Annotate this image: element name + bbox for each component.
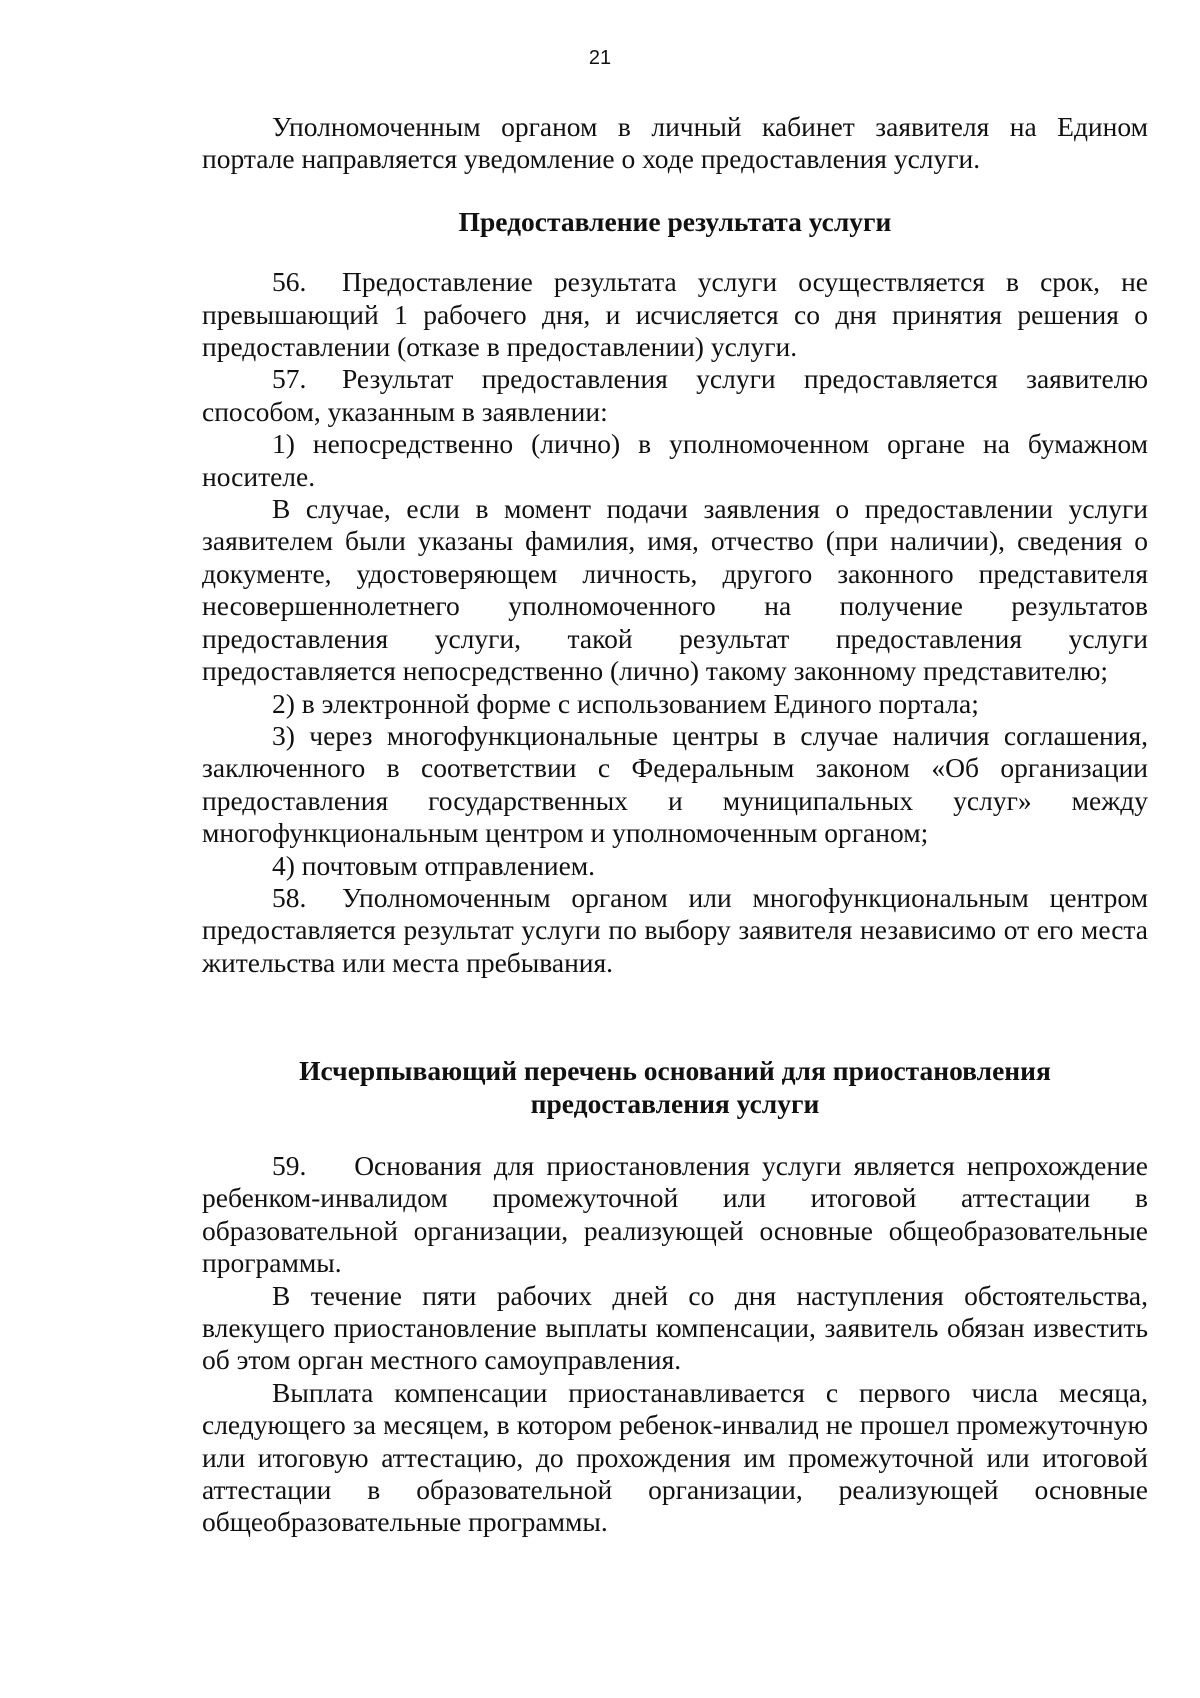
subitem-3: 3) через многофункциональные центры в случае наличия соглашения, заключенного в соответствии с Федеральным законом «Об организации предоставления государственных и муниципальных услуг» между многофункциональным центром и уполномоченным органом; (202, 719, 1148, 849)
section-heading-result: Предоставление результата услуги (458, 205, 892, 237)
item-number: 59. (272, 1149, 307, 1181)
payment-paragraph: Выплата компенсации приостанавливается с первого числа месяца, следующего за месяцем, в котором ребенок-инвалид не прошел промежуточную или итоговую аттестацию, до прохождения им промежуточной или итоговой аттестации в образовательной организации, реализующей основные общеобразовательные программы. (202, 1376, 1148, 1538)
item-text: Результат предоставления услуги предоставляется заявителю способом, указанным в заявлении: (202, 363, 1148, 427)
page-number: 21 (588, 47, 612, 69)
intro-paragraph: Уполномоченным органом в личный кабинет заявителя на Едином портале направляется уведомление о ходе предоставления услуги. (202, 111, 1148, 175)
subitem-1: 1) непосредственно (лично) в уполномоченном органе на бумажном носителе. (202, 428, 1148, 492)
item-57 (202, 363, 1148, 428)
document-body (202, 111, 1148, 1539)
notice-paragraph: В течение пяти рабочих дней со дня наступления обстоятельства, влекущего приостановление выплаты компенсации, заявитель обязан известить об этом орган местного самоуправления. (202, 1279, 1148, 1376)
section-heading-suspension (202, 1055, 1148, 1120)
item-text: Предоставление результата услуги осуществляется в срок, не превышающий 1 рабочего дня, и исчисляется со дня принятия решения о предоставлении (отказе в предоставлении) услуги. (202, 266, 1148, 363)
item-number: 58. (272, 881, 307, 913)
subitem-2: 2) в электронной форме с использованием Единого портала; (272, 687, 979, 719)
item-58 (202, 882, 1148, 979)
item-56 (202, 266, 1148, 363)
item-text: Основания для приостановления услуги является непрохождение ребенком-инвалидом промежуточной или итоговой аттестации в образовательной организации, реализующей основные общеобразовательные программы. (202, 1149, 1148, 1279)
item-59 (202, 1150, 1148, 1280)
heading-line: Исчерпывающий перечень оснований для приостановления (299, 1055, 1051, 1087)
item-text: Уполномоченным органом или многофункциональным центром предоставляется результат услуги по выбору заявителя независимо от его места жительства или места пребывания. (202, 881, 1148, 978)
heading-line: предоставления услуги (530, 1087, 820, 1119)
case-paragraph: В случае, если в момент подачи заявления о предоставлении услуги заявителем были указаны фамилия, имя, отчество (при наличии), сведения о документе, удостоверяющем личность, другого законного представителя несовершеннолетнего уполномоченного на получение результатов предоставления услуги, такой результат предоставления услуги предоставляется непосредственно (лично) такому законному представителю; (202, 493, 1148, 687)
item-number: 56. (272, 266, 307, 298)
subitem-4: 4) почтовым отправлением. (272, 849, 596, 881)
item-number: 57. (272, 363, 307, 395)
